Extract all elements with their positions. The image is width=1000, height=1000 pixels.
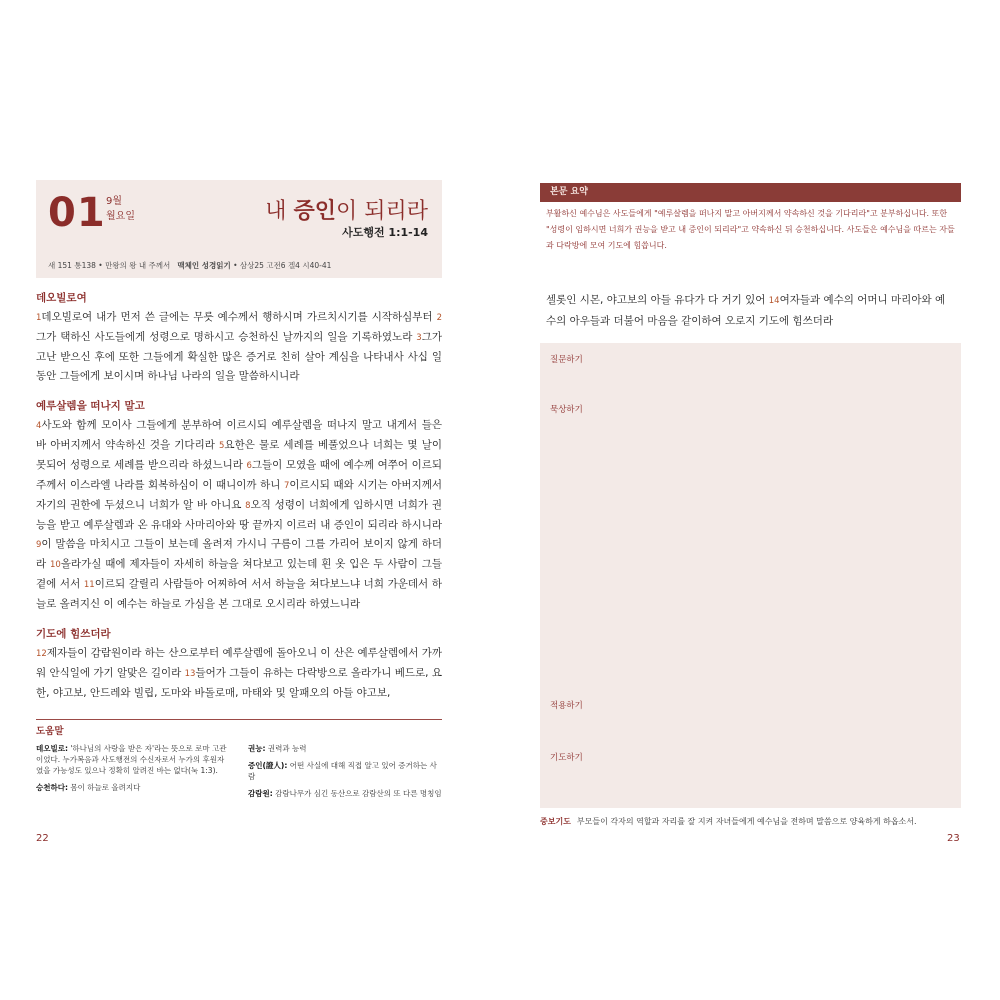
verse-text: 그들이 모였을 때에 예수께 여쭈어 이르되 주께서 이스라엘 나라를 회복하심이 이 때니이까 하니: [36, 459, 443, 491]
glossary-definition: 감람나무가 심긴 동산으로 감람산의 또 다른 명칭임: [272, 789, 442, 798]
title-emphasis: 증인: [293, 199, 336, 224]
glossary-term: 증인(證人):: [248, 761, 288, 770]
verse-number: 7: [283, 481, 290, 491]
glossary-entry: [248, 788, 442, 799]
date-weekday: 월요일: [106, 211, 135, 222]
title-part: 이 되리라: [335, 199, 428, 224]
page-number-left: 22: [36, 833, 49, 844]
verse-number: 11: [83, 580, 95, 590]
verse-number: 2: [436, 313, 442, 323]
glossary-entry: [36, 782, 230, 793]
devotional-title: [265, 194, 428, 225]
hymn-info: 새 151 통138 • 만왕의 왕 내 주께서: [48, 261, 171, 270]
date-month: 9월: [106, 196, 123, 207]
verse-text: 사도와 함께 모이사 그들에게 분부하여 이르시되 예루살렘을 떠나지 말고 내게서 들은 바 아버지께서 약속하신 것을 기다리라: [36, 419, 442, 451]
help-divider: [36, 719, 442, 720]
verse-text: 데오빌로여 내가 먼저 쓴 글에는 무릇 예수께서 행하시며 가르치시기를 시작하심부터: [41, 311, 437, 323]
scripture-reference: 사도행전 1:1-14: [342, 226, 428, 239]
verse-number: 8: [245, 501, 251, 511]
verse-number: 12: [36, 649, 47, 659]
reflection-workbox[interactable]: [540, 343, 961, 808]
glossary-entry: [248, 743, 442, 754]
devotional-header: [36, 180, 442, 278]
apply-label: 적용하기: [550, 701, 583, 711]
verse-text: 이르되 갈릴리 사람들아 어찌하여 서서 하늘을 쳐다보느냐 너희 가운데서 하늘로 올려지신 이 예수는 하늘로 가심을 본 그대로 오시리라 하였느니라: [36, 578, 442, 610]
verse-text: 제자들이 감람원이라 하는 산으로부터 예루살렘에 돌아오니 이 산은 예루살렘에서 가까워 안식일에 가기 알맞은 길이라: [36, 647, 443, 679]
section-heading: 데오빌로여: [36, 292, 87, 304]
reading-plan-label: 맥체인 성경읽기: [177, 261, 231, 270]
glossary-entry: [36, 743, 230, 776]
scripture-paragraph: [36, 416, 442, 614]
question-label: 질문하기: [550, 355, 583, 365]
verse-number: 9: [36, 540, 42, 550]
glossary-entry: [248, 760, 442, 782]
verse-text: 그가 고난 받으신 후에 또한 그들에게 확실한 많은 증거로 친히 살아 계심을 나타내사 사십 일 동안 그들에게 보이시며 하나님 나라의 일을 말씀하시니라: [36, 331, 442, 382]
verse-text: 오직 성령이 너희에게 임하시면 너희가 권능을 받고 예루살렘과 온 유대와 사마리아와 땅 끝까지 이르러 내 증인이 되리라 하시니라: [36, 499, 442, 531]
section-heading: 기도에 힘쓰더라: [36, 628, 111, 640]
prayer-label: 중보기도: [540, 817, 571, 826]
verse-number: 6: [246, 461, 252, 471]
scripture-paragraph: [36, 644, 442, 703]
scripture-sections: [36, 290, 442, 703]
left-page: [36, 180, 442, 805]
continued-scripture: [540, 290, 961, 331]
intercessory-prayer: [540, 816, 961, 827]
pray-label: 기도하기: [550, 753, 583, 763]
verse-number: 4: [36, 421, 42, 431]
verse-text: 그가 택하신 사도들에게 성령으로 명하시고 승천하신 날까지의 일을 기록하였노라: [36, 331, 417, 343]
help-heading: 도움말: [36, 726, 64, 737]
verse-text: 들어가 그들이 유하는 다락방으로 올라가니 베드로, 요한, 야고보, 안드레와 빌립, 도마와 바돌로매, 마태와 및 알패오의 아들 야고보,: [36, 667, 443, 699]
reading-plan-refs: • 삼상25 고전6 겔4 시40-41: [230, 261, 332, 270]
verse-text: 이르시되 때와 시기는 아버지께서 자기의 권한에 두셨으니 너희가 알 바 아니요: [36, 479, 443, 511]
verse-text: 여자들과 예수의 어머니 마리아와 예수의 아우들과 더불어 마음을 같이하여 오로지 기도에 힘쓰더라: [546, 294, 946, 327]
glossary-definition: 어떤 사실에 대해 직접 알고 있어 증거하는 사람: [248, 761, 437, 781]
glossary-definition: 권력과 능력: [265, 744, 307, 753]
glossary-column-right: [248, 743, 442, 805]
verse-text: 셀롯인 시몬, 야고보의 아들 유다가 다 거기 있어: [546, 294, 769, 306]
title-part: 내: [265, 199, 294, 224]
glossary-term: 데오빌로:: [36, 744, 68, 753]
verse-number: 13: [184, 669, 196, 679]
verse-number: 14: [768, 296, 780, 306]
right-page: [540, 183, 961, 827]
verse-text: 이 말씀을 마치시고 그들이 보는데 올려져 가시니 구름이 그를 가리어 보이지 않게 하더라: [36, 538, 442, 570]
verse-number: 3: [416, 333, 422, 343]
glossary-term: 권능:: [248, 744, 266, 753]
verse-text: 올라가실 때에 제자들이 자세히 하늘을 쳐다보고 있는데 흰 옷 입은 두 사람이 그들 곁에 서서: [36, 558, 442, 590]
summary-text: 부활하신 예수님은 사도들에게 "예루살렘을 떠나지 말고 아버지께서 약속하신 것을 기다리라"고 분부하십니다. 또한 "성령이 임하시면 너희가 권능을 받고 내 증인이 되리라"고 약속하신 뒤 승천하십니다. 사도들은 예수님을 따르는 자들과 다락방에 모여 기도에 힘씁니다.: [546, 209, 955, 250]
page-number-right: 23: [947, 833, 960, 844]
summary-heading: 본문 요약: [540, 183, 961, 202]
section-heading: 예루살렘을 떠나지 말고: [36, 400, 145, 412]
glossary-definition: '하나님의 사랑을 받은 자'라는 뜻으로 로마 고관이었다. 누가복음과 사도행전의 수신자로서 누가의 후원자였을 가능성도 있으나 정확히 알려진 바는 없다(눅 1:3).: [36, 744, 227, 775]
glossary-term: 승천하다:: [36, 783, 68, 792]
prayer-text: 부모들이 각자의 역할과 자리를 잘 지켜 자녀들에게 예수님을 전하며 말씀으로 양육하게 하옵소서.: [576, 817, 917, 826]
hymn-reading-line: [48, 260, 331, 271]
help-glossary: [36, 743, 442, 805]
glossary-term: 감람원:: [248, 789, 273, 798]
glossary-column-left: [36, 743, 230, 805]
verse-number: 5: [219, 441, 225, 451]
verse-number: 10: [50, 560, 61, 570]
verse-number: 1: [36, 313, 42, 323]
glossary-definition: 몸이 하늘로 올려지다: [67, 783, 141, 792]
meditate-label: 묵상하기: [550, 405, 583, 415]
verse-text: 요한은 물로 세례를 베풀었으나 너희는 몇 날이 못되어 성령으로 세례를 받으리라 하셨느니라: [36, 439, 442, 471]
scripture-paragraph: [36, 308, 442, 386]
day-number: 01: [48, 190, 106, 236]
